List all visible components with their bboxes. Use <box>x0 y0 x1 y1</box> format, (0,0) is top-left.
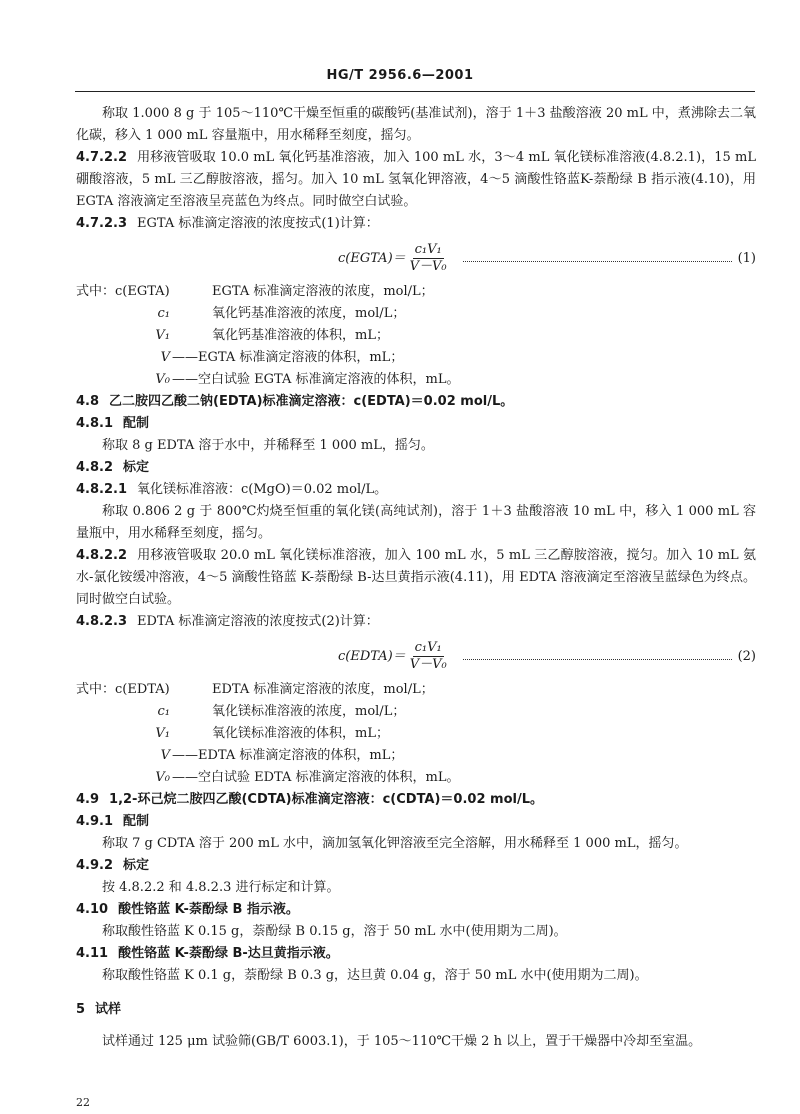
clause-text: 用移液管吸取 10.0 mL 氧化钙基准溶液，加入 100 mL 水，3～4 mL 氧化镁标准溶液(4.8.2.1)，15 mL 硼酸溶液，5 mL 三乙醇胺溶液，摇匀。加入 10 mL 氢氧化钾溶液，4～5 滴酸性铬蓝K-萘酚绿 B 指示液(4.10)，用 EGTA 溶液滴定至溶液呈亮蓝色为终点。同时做空白试验。 <box>76 150 756 209</box>
clause-4-8-1 <box>76 413 756 435</box>
paragraph-sample: 试样通过 125 μm 试验筛(GB/T 6003.1)，于 105～110℃干燥 2 h 以上，置于干燥器中冷却至室温。 <box>102 1034 702 1049</box>
paragraph-calcium-reference: 称取 1.000 8 g 于 105～110℃干燥至恒重的碳酸钙(基准试剂)，溶于 1＋3 盐酸溶液 20 mL 中，煮沸除去二氧化碳，移入 1 000 mL 容量瓶中，用水稀释至刻度，摇匀。 <box>76 106 756 143</box>
clause-number: 4.8.2.3 <box>76 614 127 629</box>
clause-heading: 标定 <box>123 460 150 475</box>
clause-4-8-2 <box>76 457 756 479</box>
leader-dots <box>463 261 732 262</box>
clause-number: 4.9.1 <box>76 814 114 829</box>
clause-4-8-2-2 <box>76 545 756 611</box>
clause-4-7-2-2 <box>76 147 756 213</box>
fraction-denominator: V－V₀ <box>409 258 447 274</box>
definition-row: c₁ 氧化镁标准溶液的浓度，mol/L； <box>157 704 406 719</box>
definition-row: V₁ 氧化镁标准溶液的体积，mL； <box>155 726 389 741</box>
formula-2 <box>76 633 756 679</box>
paragraph-cdta-preparation: 称取 7 g CDTA 溶于 200 mL 水中，滴加氢氧化钾溶液至完全溶解，用水稀释至 1 000 mL，摇匀。 <box>102 836 688 851</box>
leader-dots <box>463 659 732 660</box>
clause-number: 4.8 <box>76 394 100 409</box>
clause-heading: 酸性铬蓝 K-萘酚绿 B-达旦黄指示液。 <box>118 946 339 961</box>
clause-4-9-2 <box>76 855 756 877</box>
definition-row: V₀ ——空白试验 EDTA 标准滴定溶液的体积，mL。 <box>155 770 460 785</box>
clause-number: 4.8.2.2 <box>76 548 127 563</box>
formula-lhs: c(EGTA)＝ $\frac{\text{c₁V₁}}{\text{V－V₀}}$ <box>338 241 447 274</box>
section-number: 5 <box>76 1002 86 1017</box>
clause-4-9 <box>76 789 756 811</box>
clause-heading: 乙二胺四乙酸二钠(EDTA)标准滴定溶液：c(EDTA)＝0.02 mol/L。 <box>109 394 514 409</box>
section-5 <box>76 999 756 1021</box>
clause-4-10 <box>76 899 756 921</box>
definition-row: 式中：c(EGTA) EGTA 标准滴定溶液的浓度，mol/L； <box>76 284 434 299</box>
clause-heading: 酸性铬蓝 K-萘酚绿 B 指示液。 <box>118 902 299 917</box>
clause-text: 用移液管吸取 20.0 mL 氧化镁标准溶液，加入 100 mL 水，5 mL 三乙醇胺溶液，搅匀。加入 10 mL 氨水-氯化铵缓冲溶液，4～5 滴酸性铬蓝 K-萘酚绿 B-达旦黄指示液(4.11)，用 EDTA 溶液滴定至溶液呈蓝绿色为终点。同时做空白试验。 <box>76 548 756 607</box>
section-heading: 试样 <box>95 1002 122 1017</box>
definition-row: V ——EDTA 标准滴定溶液的体积，mL； <box>160 748 404 763</box>
formula-2-definitions <box>76 679 756 789</box>
standard-number-header: HG/T 2956.6—2001 <box>326 68 474 83</box>
clause-heading: 配制 <box>123 416 150 431</box>
clause-4-8-2-1 <box>76 479 756 501</box>
fraction-numerator: c₁V₁ <box>414 639 442 655</box>
clause-text: EDTA 标准滴定溶液的浓度按式(2)计算： <box>137 614 379 629</box>
clause-number: 4.9.2 <box>76 858 114 873</box>
clause-heading: 配制 <box>123 814 150 829</box>
paragraph-edta-preparation: 称取 8 g EDTA 溶于水中，并稀释至 1 000 mL，摇匀。 <box>102 438 434 453</box>
paragraph-cdta-standardization: 按 4.8.2.2 和 4.8.2.3 进行标定和计算。 <box>102 880 340 895</box>
clause-heading: 标定 <box>123 858 150 873</box>
equation-number: (2) <box>737 648 756 664</box>
clause-text: 氧化镁标准溶液：c(MgO)＝0.02 mol/L。 <box>137 482 388 497</box>
clause-text: EGTA 标准滴定溶液的浓度按式(1)计算： <box>137 216 379 231</box>
formula-lhs: c(EDTA)＝ $\frac{\text{c₁V₁}}{\text{V－V₀}}$ <box>338 639 447 672</box>
header-rule <box>75 91 755 92</box>
paragraph-indicator-1: 称取酸性铬蓝 K 0.15 g，萘酚绿 B 0.15 g，溶于 50 mL 水中(使用期为二周)。 <box>102 924 567 939</box>
clause-number: 4.8.2 <box>76 460 114 475</box>
clause-number: 4.8.1 <box>76 416 114 431</box>
formula-fraction <box>408 640 449 673</box>
fraction-denominator: V－V₀ <box>409 656 447 672</box>
clause-number: 4.7.2.2 <box>76 150 127 165</box>
formula-1-definitions <box>76 281 756 391</box>
clause-4-8 <box>76 391 756 413</box>
equation-number: (1) <box>737 250 756 266</box>
clause-number: 4.10 <box>76 902 109 917</box>
definition-row: V₀ ——空白试验 EGTA 标准滴定溶液的体积，mL。 <box>155 372 460 387</box>
clause-number: 4.7.2.3 <box>76 216 127 231</box>
definition-row: V ——EGTA 标准滴定溶液的体积，mL； <box>160 350 404 365</box>
clause-4-8-2-3 <box>76 611 756 633</box>
clause-4-7-2-3 <box>76 213 756 235</box>
clause-4-9-1 <box>76 811 756 833</box>
clause-number: 4.8.2.1 <box>76 482 127 497</box>
definition-row: c₁ 氧化钙基准溶液的浓度，mol/L； <box>157 306 406 321</box>
definition-row: V₁ 氧化钙基准溶液的体积，mL； <box>155 328 389 343</box>
paragraph-indicator-2: 称取酸性铬蓝 K 0.1 g，萘酚绿 B 0.3 g，达旦黄 0.04 g，溶于 50 mL 水中(使用期为二周)。 <box>102 968 648 983</box>
document-body <box>76 103 756 1053</box>
clause-number: 4.11 <box>76 946 109 961</box>
clause-heading: 1,2-环己烷二胺四乙酸(CDTA)标准滴定溶液：c(CDTA)＝0.02 mol/L。 <box>109 792 543 807</box>
page-number: 22 <box>76 1096 90 1109</box>
fraction-numerator: c₁V₁ <box>414 241 442 257</box>
clause-4-11 <box>76 943 756 965</box>
clause-number: 4.9 <box>76 792 100 807</box>
definition-row: 式中：c(EDTA) EDTA 标准滴定溶液的浓度，mol/L； <box>76 682 434 697</box>
formula-fraction <box>408 242 449 275</box>
paragraph-mgo-preparation: 称取 0.806 2 g 于 800℃灼烧至恒重的氧化镁(高纯试剂)，溶于 1＋3 盐酸溶液 10 mL 中，移入 1 000 mL 容量瓶中，用水稀释至刻度，摇匀。 <box>76 504 756 541</box>
formula-1 <box>76 235 756 281</box>
